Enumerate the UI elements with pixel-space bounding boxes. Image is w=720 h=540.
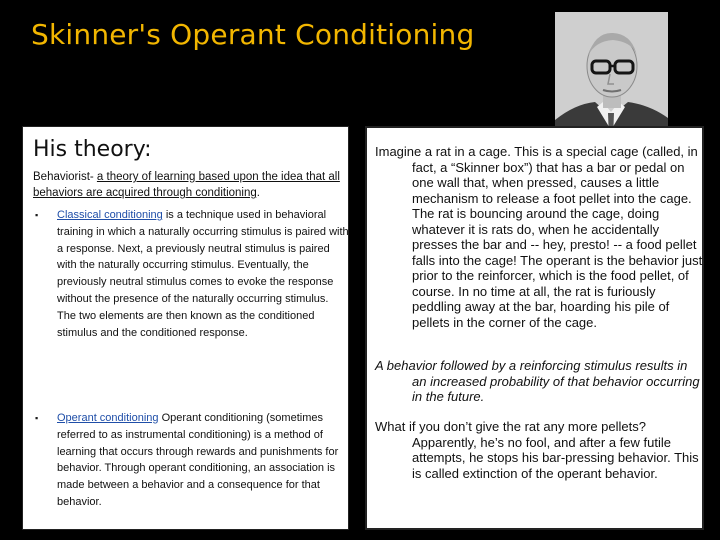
intro-prefix: Behaviorist- [33,171,97,183]
skinner-box-paragraph: Imagine a rat in a cage. This is a special cage (called, in fact, a “Skinner box”) that has a bar or pedal on one wall that, when pressed, causes a little mechanism to release a foot pellet into the cage. The rat is bouncing around the cage, doing whatever it is rats do, when he accidentally presses the bar and -- hey, presto! -- a food pellet falls into the cage! The operant is the behavior just prior to the reinforcer, which is the food pellet, of course. In no time at all, the rat is furiously peddling away at the bar, hoarding his pile of pellets in the corner of the cage. [375,144,703,330]
intro-definition: a theory of learning based upon the idea that all behaviors are acquired through conditioning [33,171,340,199]
reinforcement-paragraph: A behavior followed by a reinforcing stimulus results in an increased probability of that behavior occurring in the future. [375,358,700,404]
left-content-panel [22,126,349,530]
intro-text [33,169,349,201]
operant-conditioning-link[interactable]: Operant conditioning [57,412,159,424]
square-bullet-icon: ▪ [35,413,39,423]
slide-title: Skinner's Operant Conditioning [31,18,475,51]
operant-conditioning-text: Operant conditioning (sometimes referred to as instrumental conditioning) is a method of learning that occurs through rewards and punishments for behavior. Through operant conditioning, an association is made between a behavior and a consequence for that behavior. [57,412,339,508]
portrait-illustration [555,12,668,140]
right-content-panel [365,126,704,530]
bullet-classical [35,207,349,341]
square-bullet-icon: ▪ [35,210,39,220]
left-heading: His theory: [33,137,152,162]
bullet-operant [35,410,349,511]
portrait-photo [555,12,668,140]
extinction-paragraph: What if you don’t give the rat any more pellets? Apparently, he’s no fool, and after a few futile attempts, he stops his bar-pressing behavior. This is called extinction of the operant behavior. [375,419,699,481]
intro-suffix: . [256,187,260,199]
classical-conditioning-text: is a technique used in behavioral training in which a naturally occurring stimulus is paired with a response. Next, a previously neutral stimulus is paired with the naturally occurring stimulus. Eventually, the previously neutral stimulus comes to evoke the response without the presence of the naturally occurring stimulus. The two elements are then known as the conditioned stimulus and the conditioned response. [57,209,349,339]
classical-conditioning-link[interactable]: Classical conditioning [57,209,163,221]
